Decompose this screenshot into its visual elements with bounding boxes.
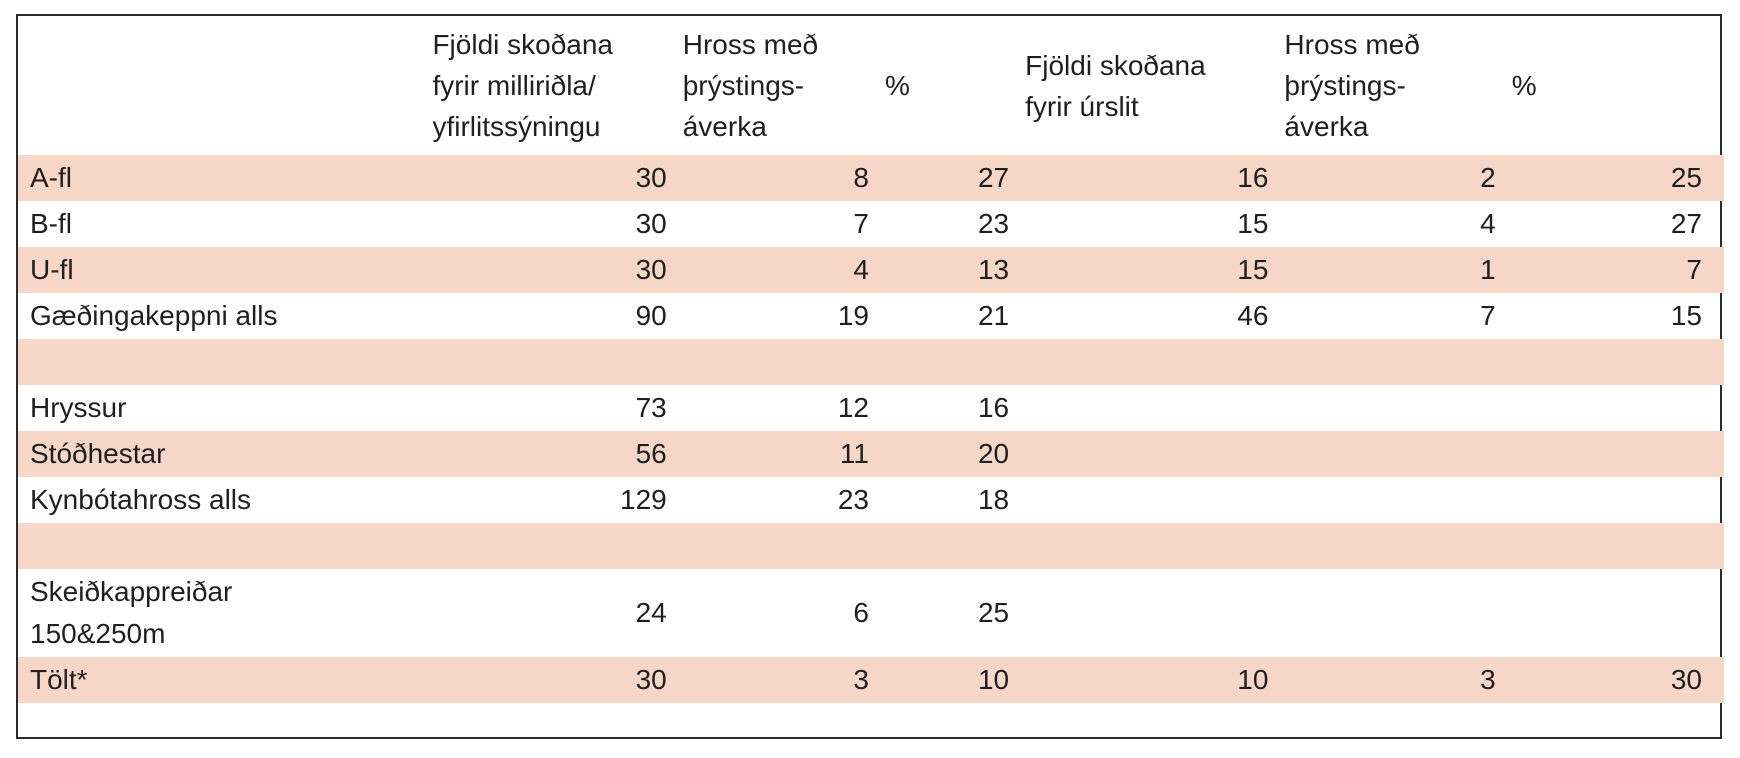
table-cell: 7 — [853, 208, 869, 239]
table-cell: 30 — [635, 162, 667, 193]
table-cell: 16 — [977, 392, 1010, 423]
table-cell: 4 — [853, 254, 869, 285]
row-label-line: B-fl — [30, 208, 72, 239]
column-header-line: áverka — [682, 111, 767, 142]
table-cell: 2 — [1480, 162, 1496, 193]
table-cell — [1268, 431, 1495, 477]
table-cell: 10 — [1237, 664, 1269, 695]
table-cell: 30 — [635, 254, 667, 285]
table-cell: 7 — [1686, 254, 1702, 285]
column-header-1 — [416, 16, 666, 155]
table-cell — [1009, 339, 1268, 385]
table-cell — [1268, 569, 1495, 657]
table-row — [18, 703, 1724, 749]
table-cell — [667, 339, 869, 385]
table-cell — [1009, 385, 1268, 431]
table-cell: 30 — [1670, 664, 1702, 695]
table-cell: 24 — [635, 597, 667, 628]
table-row — [18, 201, 1724, 247]
column-header-line: Fjöldi skoðana — [1025, 49, 1206, 81]
table-cell: 23 — [837, 484, 869, 515]
column-header-4 — [1009, 16, 1268, 155]
table-cell: 27 — [1670, 208, 1702, 239]
table-cell: 15 — [1670, 300, 1702, 331]
column-header-2 — [667, 16, 869, 155]
table-row — [18, 339, 1724, 385]
row-label — [18, 293, 416, 339]
row-label — [18, 339, 416, 385]
column-header-line: þrýstings- — [682, 70, 805, 101]
table-cell — [1496, 477, 1724, 523]
row-label — [18, 569, 416, 657]
table-cell: 16 — [1237, 162, 1269, 193]
table-cell: 73 — [635, 392, 667, 423]
row-label — [18, 201, 416, 247]
row-label-line: Kynbótahross alls — [30, 484, 252, 515]
table-row — [18, 657, 1724, 703]
table-cell — [1496, 385, 1724, 431]
table-cell — [1009, 523, 1268, 569]
table-cell — [1496, 523, 1724, 569]
table-cell — [1496, 569, 1724, 657]
table-cell: 11 — [839, 438, 869, 469]
row-label — [18, 155, 416, 201]
table-cell: 56 — [635, 438, 667, 469]
table-cell — [1268, 339, 1495, 385]
table-cell — [1009, 703, 1268, 749]
table-cell — [1268, 385, 1495, 431]
table-cell — [667, 523, 869, 569]
table-cell: 6 — [853, 597, 869, 628]
table-row — [18, 385, 1724, 431]
column-header-5 — [1268, 16, 1495, 155]
table-cell: 19 — [837, 300, 869, 331]
row-label — [18, 523, 416, 569]
row-label-line: Skeiðkappreiðar — [30, 576, 233, 607]
table-cell: 27 — [977, 162, 1010, 193]
table-row — [18, 523, 1724, 569]
table-cell — [869, 703, 1009, 749]
header-row — [18, 16, 1724, 155]
table-cell — [869, 523, 1009, 569]
table-cell: 90 — [635, 300, 667, 331]
table-body — [18, 155, 1724, 749]
table-frame — [16, 14, 1722, 739]
row-label — [18, 247, 416, 293]
table-cell: 129 — [620, 484, 667, 515]
column-header-line: Fjöldi skoðana — [432, 29, 614, 60]
row-label-line: 150&250m — [30, 618, 166, 649]
table-cell: 23 — [977, 208, 1010, 239]
row-label-line: Hryssur — [30, 392, 127, 423]
table-row — [18, 155, 1724, 201]
table-cell: 3 — [853, 664, 869, 695]
table-cell: 4 — [1480, 208, 1496, 239]
table-cell — [1496, 431, 1724, 477]
table-row — [18, 247, 1724, 293]
table-row — [18, 431, 1724, 477]
table-cell — [1496, 339, 1724, 385]
table-cell — [1496, 703, 1724, 749]
table-cell: 3 — [1480, 664, 1496, 695]
row-label-line: A-fl — [30, 162, 72, 193]
column-header-0 — [18, 16, 416, 155]
table-cell: 12 — [837, 392, 869, 423]
table-cell: 8 — [853, 162, 869, 193]
row-label-line: Gæðingakeppni alls — [30, 300, 278, 331]
data-table — [18, 16, 1724, 749]
table-cell: 25 — [1670, 162, 1702, 193]
table-cell — [416, 523, 666, 569]
column-header-line: fyrir úrslit — [1025, 90, 1139, 122]
table-row — [18, 293, 1724, 339]
table-cell — [1009, 477, 1268, 523]
table-cell — [1268, 703, 1495, 749]
table-cell: 13 — [977, 254, 1010, 285]
table-cell — [416, 703, 666, 749]
column-header-line: þrýstings- — [1284, 70, 1406, 101]
table-cell: 30 — [635, 208, 667, 239]
column-header-line: % — [1511, 70, 1537, 101]
table-cell — [667, 703, 869, 749]
table-cell — [416, 339, 666, 385]
row-label — [18, 657, 416, 703]
column-header-line: áverka — [1284, 111, 1369, 142]
row-label-line: Stóðhestar — [30, 438, 166, 469]
column-header-line: Hross með — [682, 29, 819, 60]
column-header-line: Hross með — [1284, 29, 1420, 60]
column-header-3 — [869, 16, 1009, 155]
row-label-line: Tölt* — [30, 664, 88, 695]
table-row — [18, 569, 1724, 657]
table-cell: 15 — [1237, 208, 1269, 239]
column-header-6 — [1496, 16, 1724, 155]
table-cell: 46 — [1237, 300, 1269, 331]
table-cell: 7 — [1480, 300, 1496, 331]
table-cell: 10 — [977, 664, 1010, 695]
column-header-line: yfirlitssýningu — [432, 111, 601, 142]
table-cell: 25 — [977, 597, 1010, 628]
table-row — [18, 477, 1724, 523]
table-header — [18, 16, 1724, 155]
table-cell: 20 — [977, 438, 1010, 469]
row-label — [18, 477, 416, 523]
table-cell: 30 — [635, 664, 667, 695]
row-label — [18, 385, 416, 431]
table-cell: 15 — [1237, 254, 1269, 285]
column-header-line: fyrir milliriðla/ — [432, 70, 596, 101]
row-label — [18, 431, 416, 477]
table-cell — [1268, 477, 1495, 523]
table-cell — [1009, 569, 1268, 657]
row-label — [18, 703, 416, 749]
table-cell — [1009, 431, 1268, 477]
table-cell — [1268, 523, 1495, 569]
table-cell: 21 — [977, 300, 1010, 331]
column-header-line: % — [884, 70, 910, 101]
table-cell: 18 — [977, 484, 1010, 515]
row-label-line: U-fl — [30, 254, 74, 285]
table-cell — [869, 339, 1009, 385]
table-cell: 1 — [1480, 254, 1496, 285]
